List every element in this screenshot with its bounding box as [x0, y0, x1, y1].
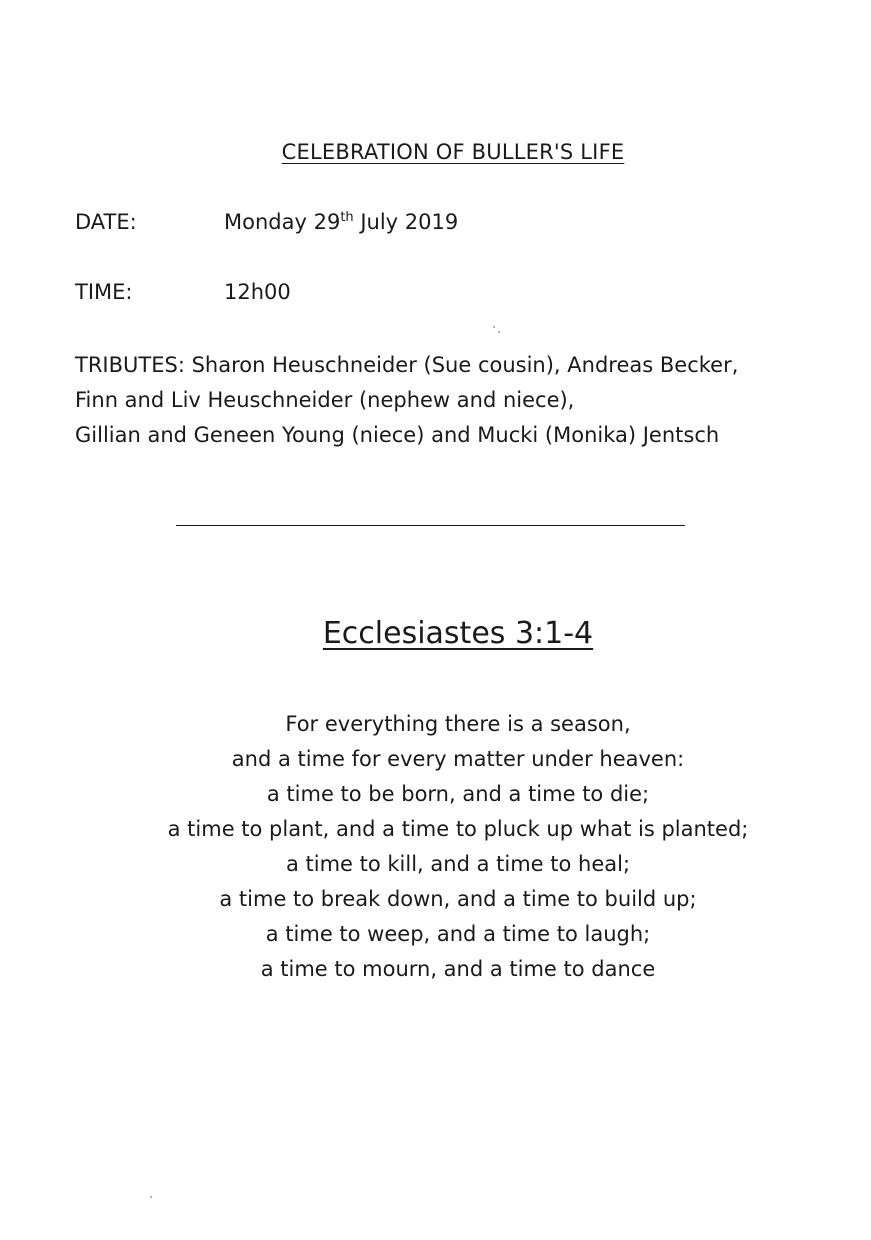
- date-value-month-year: July 2019: [353, 210, 459, 234]
- date-row: [75, 210, 458, 234]
- verse-line: and a time for every matter under heaven:: [231, 747, 685, 771]
- scan-speck: [493, 326, 495, 328]
- verse-line: a time to weep, and a time to laugh;: [265, 922, 651, 946]
- time-label: TIME:: [75, 280, 133, 304]
- date-value: [224, 210, 458, 234]
- verse-line: a time to break down, and a time to build up;: [219, 887, 697, 911]
- verse-line: For everything there is a season,: [285, 712, 631, 736]
- verse-line: a time to plant, and a time to pluck up what is planted;: [167, 817, 749, 841]
- verse-line: a time to kill, and a time to heal;: [285, 852, 631, 876]
- time-row: [75, 280, 291, 304]
- date-value-day: Monday 29: [224, 210, 341, 234]
- tributes-line: TRIBUTES: Sharon Heuschneider (Sue cousin), Andreas Becker,: [75, 353, 739, 377]
- tributes-line: Finn and Liv Heuschneider (nephew and niece),: [75, 388, 575, 412]
- verse-line: a time to be born, and a time to die;: [266, 782, 650, 806]
- scan-speck: [498, 331, 500, 333]
- scan-speck: [150, 1196, 152, 1198]
- verse-line: a time to mourn, and a time to dance: [260, 957, 656, 981]
- tributes-line: Gillian and Geneen Young (niece) and Mucki (Monika) Jentsch: [75, 423, 720, 447]
- date-ordinal-suffix: th: [340, 210, 354, 225]
- scripture-verse: [0, 707, 871, 987]
- section-divider: [176, 525, 685, 526]
- tributes-block: [75, 348, 865, 453]
- time-value: 12h00: [224, 280, 291, 304]
- scripture-title: Ecclesiastes 3:1-4: [322, 616, 594, 651]
- date-label: DATE:: [75, 210, 137, 234]
- document-title: CELEBRATION OF BULLER'S LIFE: [281, 140, 625, 164]
